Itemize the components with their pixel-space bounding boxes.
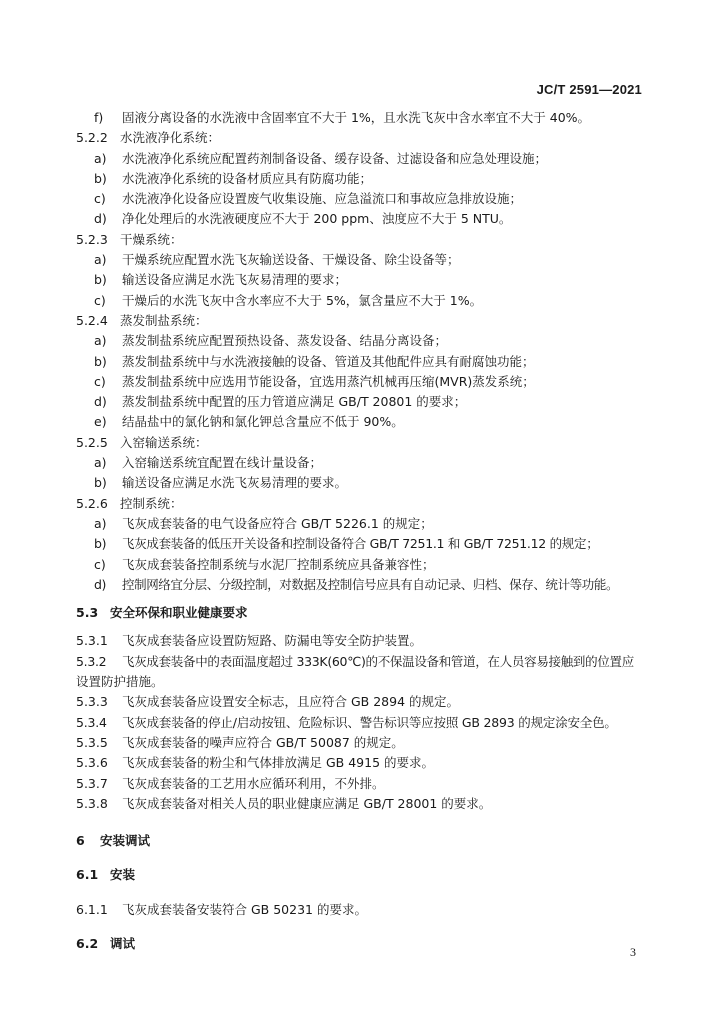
clause-number: 5.3.6 [76, 755, 108, 771]
clause-text: 飞灰成套装备的噪声应符合 GB/T 50087 的规定。 [122, 734, 404, 750]
clause-number: 5.3.8 [76, 795, 108, 811]
clause-text: 飞灰成套装备应设置防短路、防漏电等安全防护装置。 [122, 633, 423, 649]
list-marker: b) [94, 272, 107, 288]
list-marker: c) [94, 373, 106, 389]
list-item [76, 453, 648, 473]
clause-number: 6.1.1 [76, 901, 108, 917]
subclause-heading [76, 230, 648, 250]
list-item [76, 473, 648, 493]
list-item [76, 555, 648, 575]
list-marker: b) [94, 353, 107, 369]
clause-continuation: 设置防护措施。 [76, 674, 164, 690]
list-item-text: 蒸发制盐系统中配置的压力管道应满足 GB/T 20801 的要求； [122, 394, 467, 410]
clause [76, 753, 648, 773]
list-marker: d) [94, 576, 107, 592]
list-item-text: 干燥系统应配置水洗飞灰输送设备、干燥设备、除尘设备等； [122, 252, 460, 268]
list-item [76, 575, 648, 595]
list-item-text: 蒸发制盐系统应配置预热设备、蒸发设备、结晶分离设备； [122, 333, 448, 349]
clause-number: 5.3.1 [76, 633, 108, 649]
subclause-number: 5.2.6 [76, 495, 108, 511]
subclause-heading [76, 311, 648, 331]
clause-number: 5.3.7 [76, 775, 108, 791]
section-heading [76, 831, 648, 851]
clause [76, 900, 648, 920]
section-heading [76, 603, 648, 623]
list-marker: a) [94, 515, 107, 531]
subclause-title: 干燥系统： [120, 231, 183, 247]
section-title: 安装调试 [100, 833, 151, 849]
list-marker: a) [94, 252, 107, 268]
section-number: 6.2 [76, 935, 99, 951]
list-marker: f) [94, 110, 104, 125]
list-item-text: 水洗液净化系统的设备材质应具有防腐功能； [122, 170, 373, 186]
clause [76, 733, 648, 753]
list-marker: a) [94, 150, 107, 166]
clause-number: 5.3.3 [76, 694, 108, 710]
clause-text: 飞灰成套装备安装符合 GB 50231 的要求。 [122, 901, 367, 917]
list-item-text: 蒸发制盐系统中应选用节能设备，宜选用蒸汽机械再压缩(MVR)蒸发系统； [122, 373, 535, 389]
clause-text: 飞灰成套装备的工艺用水应循环利用，不外排。 [122, 775, 385, 791]
clause-text: 飞灰成套装备的粉尘和气体排放满足 GB 4915 的要求。 [122, 755, 434, 771]
list-item-text: 输送设备应满足水洗飞灰易清理的要求。 [122, 475, 348, 491]
page-number: 3 [630, 945, 636, 959]
list-item-text: 控制网络宜分层、分级控制，对数据及控制信号应具有自动记录、归档、保存、统计等功能。 [122, 576, 619, 592]
document-code: JC/T 2591—2021 [536, 82, 642, 97]
subclause-heading [76, 128, 648, 148]
clause [76, 631, 648, 651]
list-item [76, 149, 648, 169]
clause-number: 5.3.4 [76, 714, 107, 730]
list-item-text: 固液分离设备的水洗液中含固率宜不大于 1%，且水洗飞灰中含水率宜不大于 40%。 [122, 110, 591, 125]
section-number: 6.1 [76, 867, 99, 883]
list-item [76, 209, 648, 229]
clause [76, 774, 648, 794]
list-item [76, 189, 648, 209]
subclause-number: 5.2.3 [76, 231, 108, 247]
subclause-title: 蒸发制盐系统： [120, 312, 208, 328]
list-marker: d) [94, 394, 107, 410]
subclause-title: 入窑输送系统： [120, 434, 208, 450]
subclause-heading [76, 433, 648, 453]
list-item [76, 331, 648, 351]
clause-number: 5.3.2 [76, 653, 107, 669]
list-item-text: 净化处理后的水洗液硬度应不大于 200 ppm、浊度应不大于 5 NTU。 [122, 211, 512, 227]
list-item [76, 352, 648, 372]
clause-text: 飞灰成套装备对相关人员的职业健康应满足 GB/T 28001 的要求。 [122, 795, 492, 811]
clause-text: 飞灰成套装备的停止/启动按钮、危险标识、警告标识等应按照 GB 2893 的规定涂安全色。 [122, 714, 617, 730]
clause-number: 5.3.5 [76, 734, 108, 750]
section-title: 安装 [110, 867, 136, 883]
clause [76, 652, 648, 672]
list-marker: e) [94, 414, 107, 430]
subclause-number: 5.2.4 [76, 312, 108, 328]
section-title: 调试 [110, 935, 136, 951]
list-marker: b) [94, 475, 107, 491]
list-item [76, 169, 648, 189]
section-heading [76, 934, 648, 954]
list-item-text: 水洗液净化设备应设置废气收集设施、应急溢流口和事故应急排放设施； [122, 191, 523, 207]
list-item-text: 飞灰成套装备控制系统与水泥厂控制系统应具备兼容性； [122, 556, 435, 572]
list-item-text: 飞灰成套装备的低压开关设备和控制设备符合 GB/T 7251.1 和 GB/T 7251.12 的规定； [122, 536, 599, 552]
list-item [76, 372, 648, 392]
list-marker: b) [94, 170, 107, 186]
list-marker: a) [94, 455, 107, 471]
list-item [76, 291, 648, 311]
section-number: 6 [76, 833, 85, 849]
subclause-title: 控制系统： [120, 495, 183, 511]
clause [76, 794, 648, 814]
subclause-number: 5.2.5 [76, 434, 108, 450]
list-marker: c) [94, 556, 106, 572]
clause-text: 飞灰成套装备中的表面温度超过 333K(60℃)的不保温设备和管道，在人员容易接触到的位置应 [122, 653, 634, 669]
list-item-text: 飞灰成套装备的电气设备应符合 GB/T 5226.1 的规定； [122, 515, 433, 531]
list-item [76, 250, 648, 270]
list-marker: c) [94, 292, 106, 308]
section-heading [76, 865, 648, 885]
section-title: 安全环保和职业健康要求 [110, 605, 248, 621]
list-marker: d) [94, 211, 107, 227]
list-item-text: 干燥后的水洗飞灰中含水率应不大于 5%，氯含量应不大于 1%。 [122, 292, 483, 308]
list-item [76, 392, 648, 412]
list-marker: c) [94, 191, 106, 207]
list-item [76, 270, 648, 290]
subclause-title: 水洗液净化系统： [120, 130, 221, 146]
clause [76, 692, 648, 712]
list-item [76, 514, 648, 534]
clause-text: 飞灰成套装备应设置安全标志，且应符合 GB 2894 的规定。 [122, 694, 459, 710]
list-item-text: 输送设备应满足水洗飞灰易清理的要求； [122, 272, 348, 288]
list-item-text: 水洗液净化系统应配置药剂制备设备、缓存设备、过滤设备和应急处理设施； [122, 150, 548, 166]
list-marker: a) [94, 333, 107, 349]
list-item [76, 534, 648, 554]
list-item [76, 108, 648, 128]
clause [76, 713, 648, 733]
list-marker: b) [94, 536, 107, 552]
subclause-number: 5.2.2 [76, 130, 108, 146]
page-body [76, 108, 648, 954]
list-item [76, 412, 648, 432]
list-item-text: 入窑输送系统宜配置在线计量设备； [122, 455, 323, 471]
list-item-text: 蒸发制盐系统中与水洗液接触的设备、管道及其他配件应具有耐腐蚀功能； [122, 353, 535, 369]
list-item-text: 结晶盐中的氯化钠和氯化钾总含量应不低于 90%。 [122, 414, 404, 430]
section-number: 5.3 [76, 605, 99, 621]
subclause-heading [76, 494, 648, 514]
